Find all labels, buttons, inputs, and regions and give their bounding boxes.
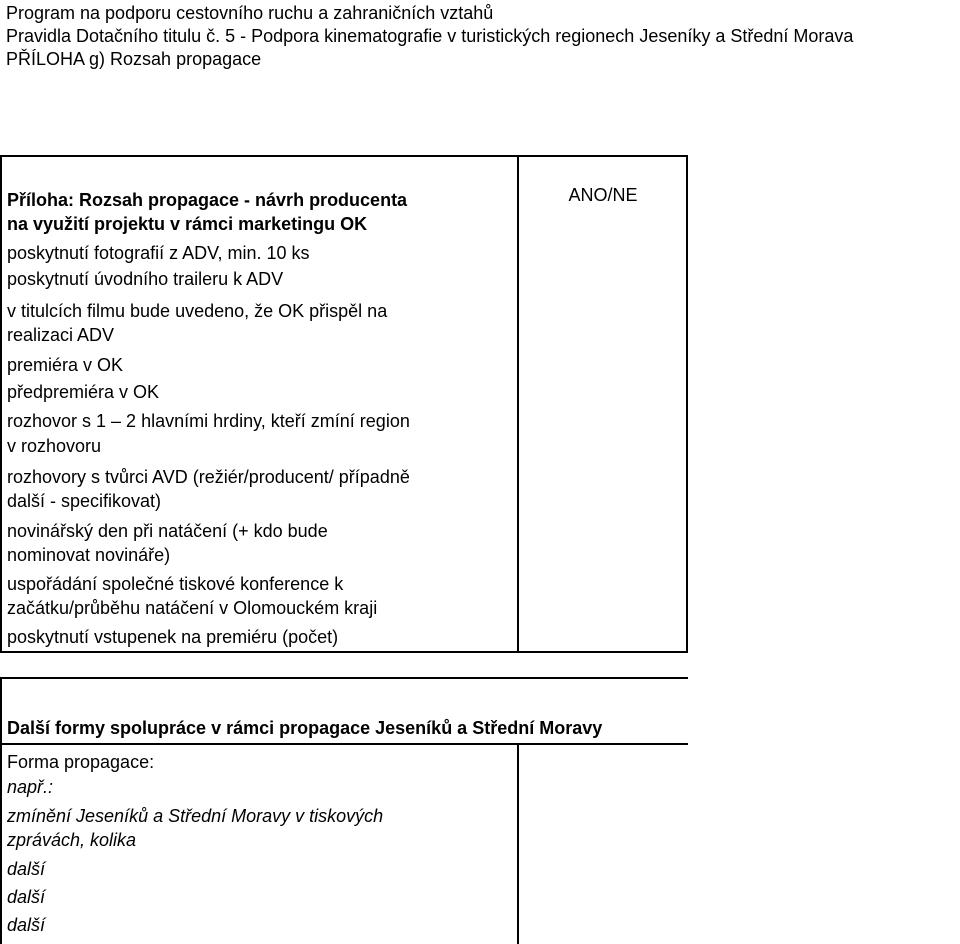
header-line-3: PŘÍLOHA g) Rozsah propagace — [6, 49, 262, 69]
table-border — [0, 677, 2, 944]
table-row: novinářský den při natáčení (+ kdo bude — [7, 521, 328, 541]
header-line-1: Program na podporu cestovního ruchu a zahraničních vztahů — [6, 3, 494, 23]
list-item: např.: — [7, 777, 54, 797]
table-row: realizaci ADV — [7, 325, 115, 345]
table-border — [517, 743, 519, 944]
form-label: Forma propagace: — [7, 752, 155, 772]
table-row: další - specifikovat) — [7, 491, 162, 511]
yes-no-header: ANO/NE — [568, 185, 638, 205]
table-border — [0, 651, 688, 653]
table-title: Další formy spolupráce v rámci propagace Jeseníků a Střední Moravy — [7, 718, 603, 738]
list-item: zprávách, kolika — [7, 830, 137, 850]
list-item: další — [7, 915, 46, 935]
table-title: na využití projektu v rámci marketingu OK — [7, 214, 368, 234]
table-border — [0, 677, 688, 679]
table-row: premiéra v OK — [7, 355, 124, 375]
header-line-2: Pravidla Dotačního titulu č. 5 - Podpora kinematografie v turistických regionech Jeseníky a Střední Morava — [6, 26, 854, 46]
table-row: začátku/průběhu natáčení v Olomouckém kraji — [7, 598, 378, 618]
table-title: Příloha: Rozsah propagace - návrh producenta — [7, 190, 408, 210]
table-row: poskytnutí vstupenek na premiéru (počet) — [7, 627, 339, 647]
list-item: další — [7, 859, 46, 879]
table-row: v titulcích filmu bude uvedeno, že OK přispěl na — [7, 301, 388, 321]
table-row: rozhovor s 1 – 2 hlavními hrdiny, kteří zmíní region — [7, 411, 410, 431]
promotion-scope-table — [0, 155, 688, 653]
table-row: nominovat novináře) — [7, 545, 171, 565]
table-border — [686, 155, 688, 653]
table-border — [0, 155, 688, 157]
table-border — [0, 743, 688, 745]
table-row: poskytnutí úvodního traileru k ADV — [7, 269, 284, 289]
table-row: rozhovory s tvůrci AVD (režiér/producent/ případně — [7, 467, 410, 487]
other-forms-table — [0, 677, 688, 944]
table-border — [0, 155, 2, 653]
table-row: v rozhovoru — [7, 436, 102, 456]
table-row: uspořádání společné tiskové konference k — [7, 574, 344, 594]
table-row: poskytnutí fotografií z ADV, min. 10 ks — [7, 243, 310, 263]
list-item: zmínění Jeseníků a Střední Moravy v tiskových — [7, 806, 384, 826]
table-row: předpremiéra v OK — [7, 382, 160, 402]
table-border — [517, 155, 519, 653]
list-item: další — [7, 887, 46, 907]
